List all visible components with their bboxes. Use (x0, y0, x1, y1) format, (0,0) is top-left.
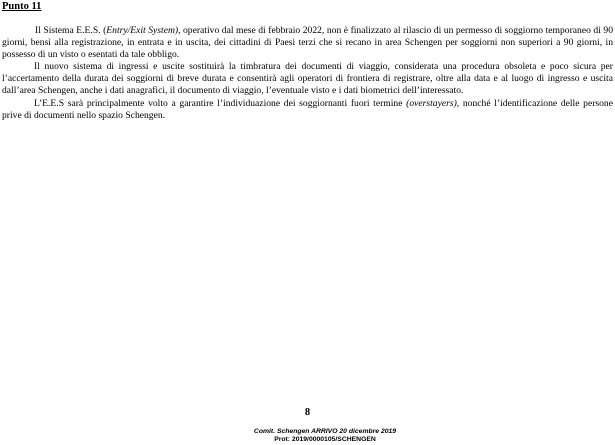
paragraph-3-text-start: L’E.E.S sarà principalmente volto a garantire l’individuazione dei soggiornanti fuori termine (34, 97, 407, 109)
paragraph-3-text-end: , nonché l’identificazione delle persone prive di documenti nello spazio Schengen. (2, 97, 613, 121)
paragraph-ees-purpose (2, 98, 613, 122)
stamp-protocol-line: Prot: 2019/0000105/SCHENGEN (274, 435, 376, 443)
paragraph-3-italic-term: (overstayers) (406, 97, 457, 109)
paragraph-1-italic-term: Entry/Exit System) (106, 25, 179, 36)
page-number: 8 (304, 407, 311, 418)
section-heading: Punto 11 (2, 1, 42, 12)
paragraph-ees-definition (2, 25, 613, 61)
stamp-arrival-line: Comit. Schengen ARRIVO 20 dicembre 2019 (253, 428, 397, 435)
document-body (2, 25, 613, 122)
paragraph-1-text-start: Il Sistema E.E.S. ( (35, 25, 107, 36)
paragraph-ees-procedure (2, 61, 613, 97)
protocol-stamp (0, 428, 615, 443)
paragraph-1-text-end: , operativo dal mese di febbraio 2022, non è finalizzato al rilascio di un permesso di soggiorno temporaneo di 90 giorni, bensì alla registrazione, in entrata e in uscita, dei cittadini di Paesi terzi che si recano in area Schengen per soggiorni non superiori a 90 giorni, in possesso di un visto o esentati da tale obbligo. (2, 25, 613, 61)
paragraph-2-text: Il nuovo sistema di ingressi e uscite sostituirà la timbratura dei documenti di viaggio, considerata una procedura obsoleta e poco sicura per l’accertamento della durata dei soggiorni di breve durata e consentirà agli operatori di frontiera di registrare, oltre alla data e al luogo di ingresso e uscita dall’area Schengen, anche i dati anagrafici, il documento di viaggio, l’eventuale visto e i dati biometrici dell’interessato. (2, 61, 613, 97)
